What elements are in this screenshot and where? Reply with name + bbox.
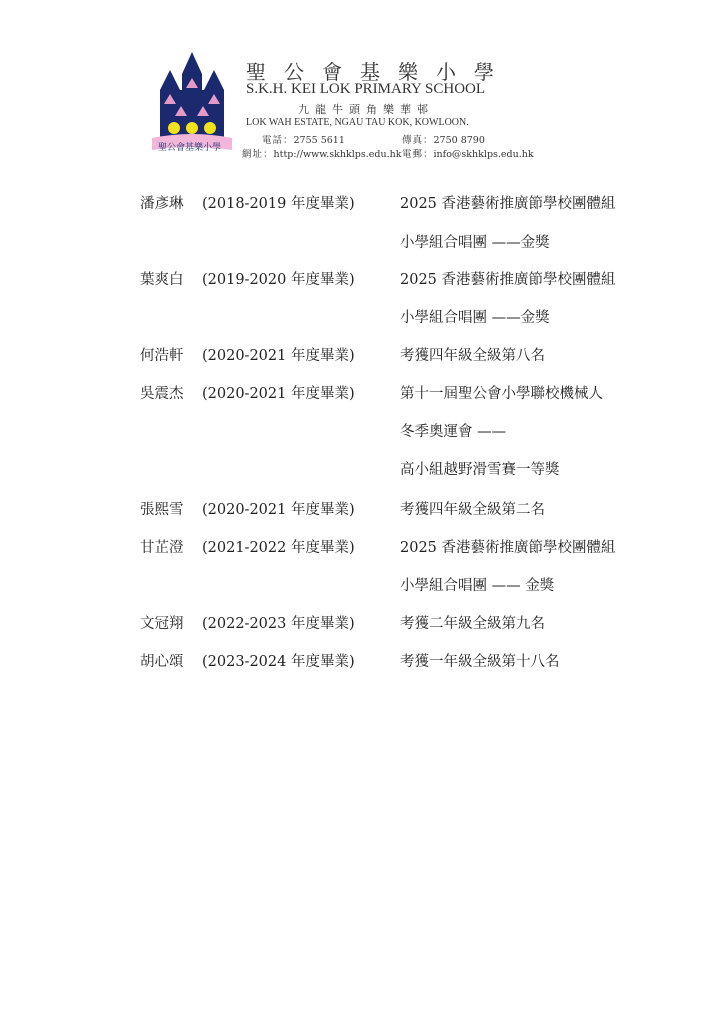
award-text-continued: 高小組越野滑雪賽一等獎: [400, 462, 560, 478]
website-link[interactable]: http://www.skhklps.edu.hk: [273, 149, 402, 160]
phone-info: [262, 132, 345, 146]
award-text-continued: 冬季奧運會 ——: [400, 424, 507, 440]
letterhead: [150, 50, 570, 160]
phone-number: 2755 5611: [293, 135, 345, 146]
student-name: 潘彥琳: [140, 196, 184, 212]
award-text: 考獲二年級全級第九名: [400, 616, 545, 632]
student-name: 張熙雪: [140, 502, 184, 518]
student-name: 吳震杰: [140, 386, 184, 402]
phone-label: 電話：: [262, 135, 294, 146]
school-logo: [150, 50, 234, 154]
website-info: [242, 146, 401, 160]
student-name: 文冠翔: [140, 616, 184, 632]
school-name-chinese: 聖公會基樂小學: [246, 60, 512, 84]
award-text: 第十一屆聖公會小學聯校機械人: [400, 386, 603, 402]
graduation-year: (2021-2022 年度畢業): [202, 540, 355, 556]
student-name: 葉爽白: [140, 272, 184, 288]
graduation-year: (2020-2021 年度畢業): [202, 502, 355, 518]
email-info: [402, 146, 534, 160]
award-text: 考獲一年級全級第十八名: [400, 654, 560, 670]
fax-number: 2750 8790: [433, 135, 485, 146]
graduation-year: (2020-2021 年度畢業): [202, 348, 355, 364]
award-text-continued: 小學組合唱團 ——金獎: [400, 310, 550, 326]
student-name: 胡心頌: [140, 654, 184, 670]
website-label: 網址：: [242, 149, 274, 160]
award-text: 考獲四年級全級第八名: [400, 348, 545, 364]
graduation-year: (2022-2023 年度畢業): [202, 616, 355, 632]
award-text-continued: 小學組合唱團 ——金獎: [400, 235, 550, 251]
student-name: 何浩軒: [140, 348, 184, 364]
address-english: LOK WAH ESTATE, NGAU TAU KOK, KOWLOON.: [246, 117, 469, 128]
school-name-english: S.K.H. KEI LOK PRIMARY SCHOOL: [246, 81, 486, 97]
graduation-year: (2019-2020 年度畢業): [202, 272, 355, 288]
graduation-year: (2020-2021 年度畢業): [202, 386, 355, 402]
student-name: 甘芷澄: [140, 540, 184, 556]
award-text: 考獲四年級全級第二名: [400, 502, 545, 518]
fax-label: 傳真：: [402, 135, 434, 146]
email-label: 電郵：: [402, 149, 434, 160]
award-text-continued: 小學組合唱團 —— 金獎: [400, 578, 555, 594]
graduation-year: (2018-2019 年度畢業): [202, 196, 355, 212]
graduation-year: (2023-2024 年度畢業): [202, 654, 355, 670]
fax-info: [402, 132, 485, 146]
award-text: 2025 香港藝術推廣節學校團體組: [400, 272, 616, 288]
award-text: 2025 香港藝術推廣節學校團體組: [400, 540, 616, 556]
email-link[interactable]: info@skhklps.edu.hk: [433, 149, 534, 160]
address-chinese: 九龍牛頭角樂華邨: [298, 103, 434, 116]
logo-ribbon-text: 聖公會基樂小學: [158, 143, 222, 153]
award-text: 2025 香港藝術推廣節學校團體組: [400, 196, 616, 212]
